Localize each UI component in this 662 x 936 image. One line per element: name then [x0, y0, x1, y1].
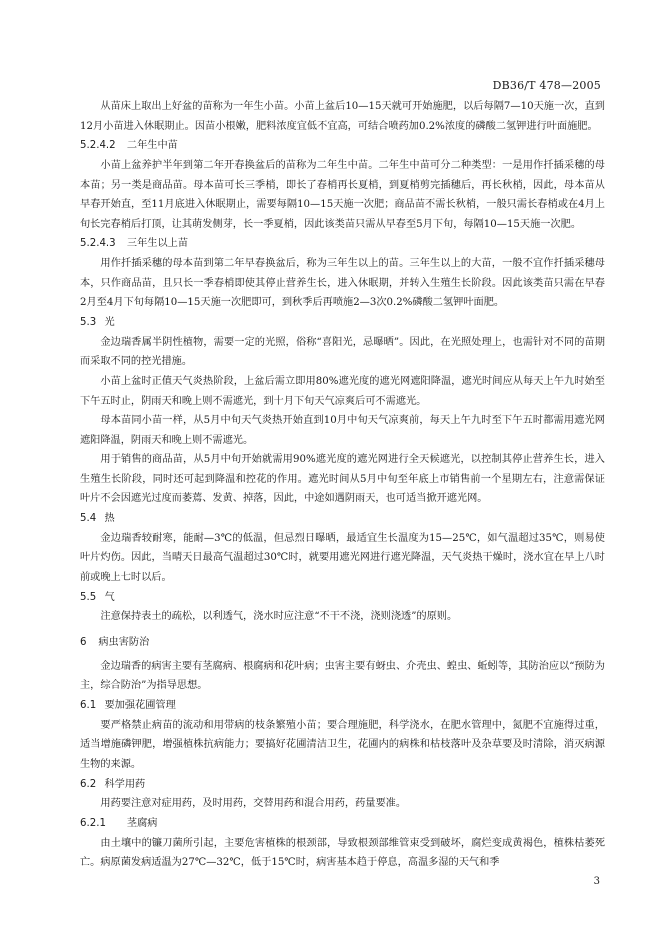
paragraph: 小苗上盆养护半年到第二年开春换盆后的苗称为二年生中苗。二年生中苗可分二种类型：一是用作扦插采穗的母本苗；另一类是商品苗。母本苗可长三季梢，即长了春梢再长夏梢，到夏梢剪完插穗后，再长秋梢，因此，母本苗从早春开始直，至11月底进入休眠期止，需要每隔10—15天施一次肥；商品苗不需长秋梢，一般只需长春梢或在4月上旬长完春梢后打顶，让其萌发侧芽，长一季夏梢，因此该类苗只需从早春至5月下旬，每隔10—15天施一次肥。	[80, 159, 605, 230]
section-title: 要加强花圃管理	[104, 700, 176, 712]
document-body	[80, 97, 605, 873]
section-number: 6.2.1	[80, 818, 106, 829]
paragraph: 从苗床上取出上好盆的苗称为一年生小苗。小苗上盆后10—15天就可开始施肥，以后每隔7—10天施一次，直到12月小苗进入休眠期止。因苗小根嫩，肥料浓度宜低不宜高，可结合喷药加0.2%浓度的磷酸二氢钾进行叶面施肥。	[80, 101, 605, 132]
section-title: 病虫害防治	[98, 637, 150, 649]
section-heading	[80, 234, 605, 254]
paragraph: 要严格禁止病苗的流动和用带病的枝条繁殖小苗；要合理施肥，科学浇水，在肥水管理中，氮肥不宜施得过重，适当增施磷钾肥，增强植株抗病能力；要搞好花圃清洁卫生，花圃内的病株和枯枝落叶及杂草要及时清除，消灭病源生物的来源。	[80, 719, 605, 771]
standard-code: DB36/T 478—2005	[492, 79, 601, 92]
section-number: 5.2.4.2	[80, 140, 116, 152]
section-heading	[80, 775, 605, 795]
paragraph: 母本苗同小苗一样，从5月中旬天气炎热开始直到10月中旬天气凉爽前，每天上午九时至下午五时都需用遮光网遮阳降温，阴雨天和晚上则不需遮光。	[80, 415, 605, 446]
paragraph: 注意保持表土的疏松，以利透气，浇水时应注意“不干不浇，浇则浇透”的原则。	[100, 611, 458, 623]
paragraph: 金边瑞香的病害主要有茎腐病、根腐病和花叶病；虫害主要有蚜虫、介壳虫、蝗虫、蚯蚓等，其防治应以“预防为主，综合防治”为指导思想。	[80, 660, 605, 692]
paragraph: 由土壤中的镰刀菌所引起，主要危害植株的根颈部，导致根颈部维管束受到破坏，腐烂变成黄褐色，植株枯萎死亡。病原菌发病适温为27℃—32℃，低于15℃时，病害基本趋于停息，高温多湿的天气和季	[80, 837, 605, 869]
section-heading	[80, 509, 605, 529]
section-heading	[80, 633, 605, 653]
section-title: 光	[104, 316, 115, 328]
section-number: 5.4	[80, 513, 97, 525]
paragraph: 小苗上盆时正值天气炎热阶段，上盆后需立即用80%遮光度的遮光网遮阳降温，遮光时间应从每天上午九时始至下午五时止，阴雨天和晚上则不需遮光，到十月下旬天气凉爽后可不需遮光。	[80, 375, 605, 407]
paragraph: 用于销售的商品苗，从5月中旬开始就需用90%遮光度的遮光网进行全天候遮光，以控制其停止营养生长，进入生殖生长阶段，同时还可起到降温和控花的作用。遮光时间从5月中旬至年底上市销售前一个星期左右，注意需保证叶片不会因遮光过度而萎蔫、发黄、掉落，因此，中途如遇阴雨天，也可适当掀开遮光网。	[80, 454, 605, 505]
section-number: 5.5	[80, 591, 97, 603]
section-number: 6.1	[80, 700, 97, 712]
section-title: 茎腐病	[126, 818, 158, 829]
paragraph: 金边瑞香较耐寒，能耐—3℃的低温，但忌烈日曝晒，最适宜生长温度为15—25℃，如气温超过35℃，则易使叶片灼伤。因此，当晴天日最高气温超过30℃时，就要用遮光网进行遮光降温，天气炎热干燥时，浇水宜在早上八时前或晚上七时以后。	[80, 532, 605, 584]
section-heading	[80, 313, 605, 333]
section-heading	[80, 136, 605, 156]
section-heading	[80, 588, 605, 608]
section-title: 气	[104, 591, 115, 603]
section-heading	[80, 814, 605, 834]
section-number: 5.2.4.3	[80, 238, 116, 250]
page-number: 3	[593, 876, 600, 887]
section-title: 热	[104, 513, 115, 525]
paragraph: 用药要注意对症用药，及时用药，交替用药和混合用药，药量要准。	[100, 798, 407, 810]
paragraph: 用作扦插采穗的母本苗到第二年早春换盆后，称为三年生以上的苗。三年生以上的大苗，一般不宜作扦插采穗母本，只作商品苗，且只长一季春梢即使其停止营养生长，进入休眠期，并转入生殖生长阶段。因此该类苗只需在早春2月至4月下旬每隔10—15天施一次肥即可，到秋季后再喷施2—3次0.2%磷酸二氢钾叶面肥。	[80, 258, 605, 309]
section-number: 6.2	[80, 778, 97, 790]
section-number: 5.3	[80, 316, 97, 328]
section-title: 三年生以上苗	[126, 238, 189, 250]
paragraph: 金边瑞香属半阴性植物，需要一定的光照，俗称“喜阳光，忌曝晒”。因此，在光照处理上，也需针对不同的苗期而采取不同的控光措施。	[80, 336, 605, 368]
section-heading	[80, 696, 605, 716]
section-title: 科学用药	[104, 778, 146, 790]
section-number: 6	[80, 637, 87, 649]
section-title: 二年生中苗	[126, 140, 178, 152]
